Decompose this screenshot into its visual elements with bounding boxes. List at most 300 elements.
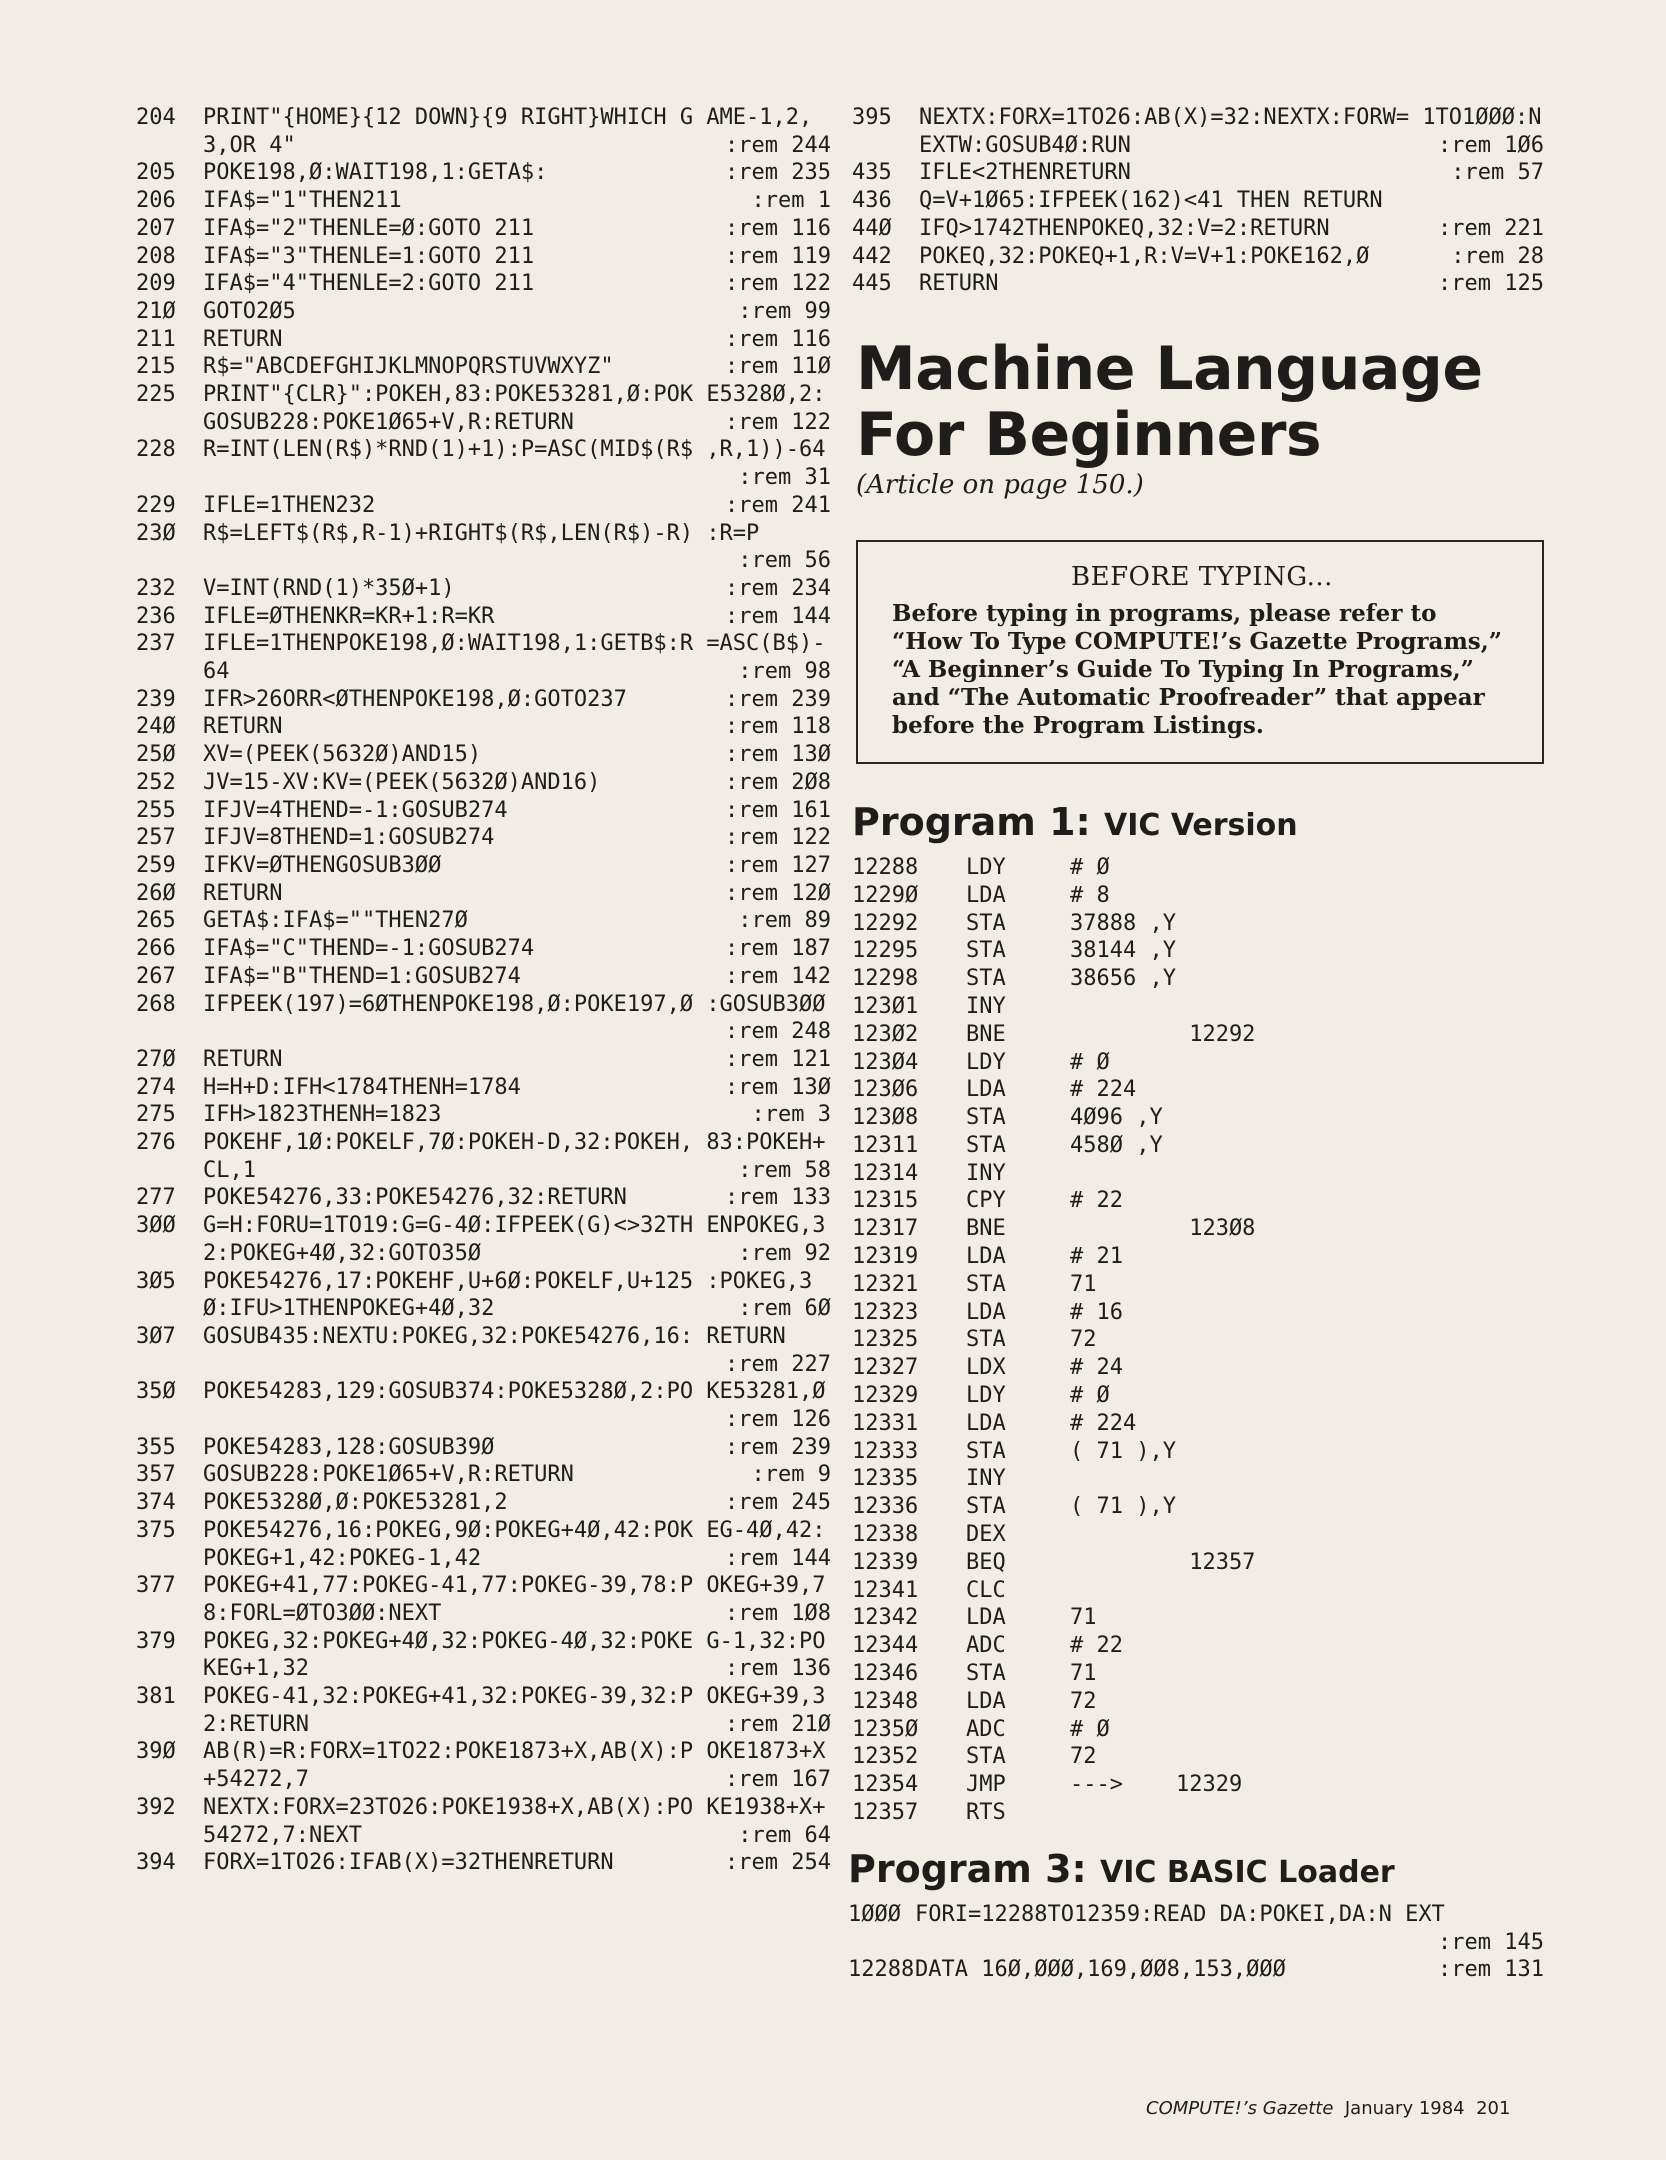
- line-number: 25Ø: [136, 742, 176, 768]
- line-number: 274: [136, 1074, 176, 1100]
- line-number: 24Ø: [136, 714, 176, 740]
- article-title-line2: For Beginners: [856, 399, 1322, 470]
- assembly-opcode: LDA: [966, 1410, 1006, 1436]
- proofreader-checksum: :rem 3: [751, 1102, 831, 1128]
- basic-listing-left: [136, 104, 831, 1877]
- proofreader-checksum: :rem 144: [725, 1545, 831, 1571]
- assembly-opcode: LDY: [966, 1383, 1006, 1409]
- assembly-row: [852, 1577, 1544, 1605]
- assembly-address: 12295: [852, 938, 919, 964]
- code-text-wrap: [203, 935, 831, 963]
- code-line: [136, 270, 831, 298]
- proofreader-checksum: :rem 98: [738, 659, 831, 685]
- proofreader-checksum: :rem 122: [725, 825, 831, 851]
- code-text-wrap: [203, 492, 831, 520]
- assembly-address: 12317: [852, 1216, 919, 1242]
- code-line: [136, 741, 831, 769]
- article-page-note: (Article on page 150.): [856, 469, 1144, 500]
- line-number: 21Ø: [136, 298, 176, 324]
- assembly-operand: # 8: [1070, 882, 1110, 908]
- proofreader-checksum: :rem 254: [725, 1850, 831, 1876]
- line-number: 237: [136, 631, 176, 657]
- code-text-wrap: [203, 1046, 831, 1074]
- assembly-row: [852, 1660, 1544, 1688]
- code-text-wrap: [203, 298, 831, 326]
- line-number: 3Ø5: [136, 1268, 176, 1294]
- code-text: R$=LEFT$(R$,R-1)+RIGHT$(R$,LEN(R$)-R) :R=P: [203, 520, 760, 546]
- line-number: 259: [136, 852, 176, 878]
- assembly-row: [852, 1160, 1544, 1188]
- code-text-wrap: [203, 353, 831, 381]
- proofreader-checksum: :rem 56: [738, 548, 831, 574]
- proofreader-checksum: :rem 127: [725, 852, 831, 878]
- assembly-opcode: STA: [966, 1105, 1006, 1131]
- code-text-wrap: [203, 741, 831, 769]
- code-line: [136, 298, 831, 326]
- line-number: 265: [136, 908, 176, 934]
- code-line: [136, 1212, 831, 1267]
- assembly-opcode: LDY: [966, 1049, 1006, 1075]
- assembly-address: 12348: [852, 1688, 919, 1714]
- assembly-row: [852, 1743, 1544, 1771]
- code-text: POKEHF,1Ø:POKELF,7Ø:POKEH-D,32:POKEH, 83:POKEH+CL,1: [203, 1130, 826, 1183]
- code-text: JV=15-XV:KV=(PEEK(5632Ø)AND16): [203, 769, 601, 795]
- code-text: IFLE<2THENRETURN: [919, 160, 1131, 186]
- code-line: [136, 1794, 831, 1849]
- code-text: POKE54283,129:GOSUB374:POKE5328Ø,2:PO KE53281,Ø: [203, 1379, 826, 1405]
- code-text-wrap: [203, 1572, 831, 1627]
- code-line: [136, 686, 831, 714]
- assembly-opcode: LDY: [966, 854, 1006, 880]
- code-text: POKE54276,33:POKE54276,32:RETURN: [203, 1185, 627, 1211]
- code-text: IFLE=1THENPOKE198,Ø:WAIT198,1:GETB$:R =ASC(B$)-64: [203, 631, 826, 685]
- code-line: [136, 1849, 831, 1877]
- line-number: 225: [136, 382, 176, 408]
- line-number: 357: [136, 1462, 176, 1488]
- code-text-wrap: [203, 880, 831, 908]
- code-text: R$="ABCDEFGHIJKLMNOPQRSTUVWXYZ": [203, 354, 614, 380]
- code-text: IFQ>1742THENPOKEQ,32:V=2:RETURN: [919, 215, 1330, 241]
- assembly-address: 12339: [852, 1549, 919, 1575]
- code-text: IFKV=ØTHENGOSUB3ØØ: [203, 852, 442, 878]
- assembly-row: [852, 1243, 1544, 1271]
- assembly-opcode: STA: [966, 1271, 1006, 1297]
- code-text-wrap: [203, 104, 831, 159]
- assembly-opcode: CPY: [966, 1188, 1006, 1214]
- code-text: R=INT(LEN(R$)*RND(1)+1):P=ASC(MID$(R$ ,R,1))-64: [203, 437, 826, 463]
- code-text-wrap: [919, 104, 1544, 159]
- assembly-address: 12325: [852, 1327, 919, 1353]
- assembly-address: 123Ø1: [852, 993, 919, 1019]
- assembly-opcode: STA: [966, 1132, 1006, 1158]
- line-number: 236: [136, 603, 176, 629]
- assembly-address: 12336: [852, 1494, 919, 1520]
- proofreader-checksum: :rem 136: [725, 1656, 831, 1682]
- code-line: [852, 187, 1544, 215]
- assembly-opcode: BNE: [966, 1021, 1006, 1047]
- code-text-wrap: [203, 1323, 831, 1378]
- proofreader-checksum: :rem 99: [738, 298, 831, 324]
- assembly-operand: 12292: [1070, 1021, 1256, 1047]
- line-number: 442: [852, 243, 892, 269]
- line-number: 266: [136, 936, 176, 962]
- assembly-operand: 12357: [1070, 1549, 1256, 1575]
- line-number: 392: [136, 1794, 176, 1820]
- code-text-wrap: [203, 769, 831, 797]
- assembly-operand: # 16: [1070, 1299, 1123, 1325]
- assembly-row: [852, 1493, 1544, 1521]
- proofreader-checksum: :rem 1Ø8: [725, 1600, 831, 1626]
- code-text-wrap: [919, 270, 1544, 298]
- code-text-wrap: [203, 1434, 831, 1462]
- assembly-address: 12341: [852, 1577, 919, 1603]
- before-typing-text: Before typing in programs, please refer to “How To Type COMPUTE!’s Gazette Programs,” “A Beginner’s Guide To Typing In Programs,” and “The Automatic Proofreader” that appear before the Program Listings.: [892, 599, 1502, 739]
- line-number: 206: [136, 188, 176, 214]
- proofreader-checksum: :rem 58: [738, 1157, 831, 1183]
- code-line: [136, 353, 831, 381]
- assembly-address: 12311: [852, 1132, 919, 1158]
- code-line: [136, 824, 831, 852]
- code-line: [136, 1572, 831, 1627]
- code-text-wrap: [203, 326, 831, 354]
- code-text: RETURN: [203, 1046, 283, 1072]
- code-text: IFR>26ORR<ØTHENPOKE198,Ø:GOTO237: [203, 686, 627, 712]
- assembly-opcode: LDA: [966, 1077, 1006, 1103]
- code-line: [136, 104, 831, 159]
- code-line: [852, 159, 1544, 187]
- proofreader-checksum: :rem 116: [725, 215, 831, 241]
- assembly-address: 12357: [852, 1800, 919, 1826]
- proofreader-checksum: :rem 2Ø8: [725, 769, 831, 795]
- assembly-operand: # 224: [1070, 1410, 1137, 1436]
- proofreader-checksum: :rem 239: [725, 686, 831, 712]
- assembly-address: 12315: [852, 1188, 919, 1214]
- assembly-row: [852, 965, 1544, 993]
- proofreader-checksum: :rem 248: [725, 1019, 831, 1045]
- line-number: 44Ø: [852, 215, 892, 241]
- proofreader-checksum: :rem 125: [1438, 271, 1544, 297]
- assembly-address: 12314: [852, 1160, 919, 1186]
- proofreader-checksum: :rem 126: [725, 1407, 831, 1433]
- footer-date: January 1984: [1344, 2098, 1465, 2119]
- assembly-row: [852, 1049, 1544, 1077]
- assembly-address: 12319: [852, 1244, 919, 1270]
- line-number: 435: [852, 160, 892, 186]
- assembly-row: [852, 1271, 1544, 1299]
- proofreader-checksum: :rem 245: [725, 1490, 831, 1516]
- code-text-wrap: [203, 1489, 831, 1517]
- code-text: FORX=1TO26:IFAB(X)=32THENRETURN: [203, 1850, 614, 1876]
- code-text: Q=V+1Ø65:IFPEEK(162)<41 THEN RETURN: [919, 188, 1383, 214]
- assembly-operand: # Ø: [1070, 854, 1110, 880]
- code-line: [136, 1046, 831, 1074]
- assembly-row: [852, 1382, 1544, 1410]
- assembly-opcode: ADC: [966, 1716, 1006, 1742]
- code-text-wrap: [203, 603, 831, 631]
- code-text: POKEG+41,77:POKEG-41,77:POKEG-39,78:P OKEG+39,78:FORL=ØTO3ØØ:NEXT: [203, 1573, 826, 1626]
- article-title-line1: Machine Language: [856, 333, 1483, 404]
- basic-listing-right: [852, 104, 1544, 298]
- assembly-row: [852, 1215, 1544, 1243]
- assembly-operand: 71: [1070, 1271, 1097, 1297]
- code-line: [136, 1378, 831, 1433]
- code-line: [136, 963, 831, 991]
- assembly-address: 12298: [852, 966, 919, 992]
- line-number: 257: [136, 825, 176, 851]
- proofreader-checksum: :rem 161: [725, 797, 831, 823]
- assembly-address: 123Ø6: [852, 1077, 919, 1103]
- assembly-operand: # Ø: [1070, 1049, 1110, 1075]
- assembly-operand: 72: [1070, 1744, 1097, 1770]
- assembly-row: [852, 1688, 1544, 1716]
- code-line: [136, 1683, 831, 1738]
- assembly-opcode: ADC: [966, 1633, 1006, 1659]
- assembly-operand: # 224: [1070, 1077, 1137, 1103]
- assembly-opcode: STA: [966, 938, 1006, 964]
- code-line: [136, 436, 831, 491]
- assembly-operand: 458Ø ,Y: [1070, 1132, 1163, 1158]
- assembly-address: 12331: [852, 1410, 919, 1436]
- assembly-row: [852, 854, 1544, 882]
- assembly-address: 12321: [852, 1271, 919, 1297]
- code-line: [136, 797, 831, 825]
- assembly-row: [852, 993, 1544, 1021]
- assembly-opcode: BNE: [966, 1216, 1006, 1242]
- program-3-title: [848, 1847, 1544, 1891]
- assembly-opcode: STA: [966, 1661, 1006, 1687]
- code-line: [852, 243, 1544, 271]
- proofreader-checksum: :rem 13Ø: [725, 742, 831, 768]
- code-line: [136, 159, 831, 187]
- assembly-address: 12344: [852, 1633, 919, 1659]
- line-number: 229: [136, 492, 176, 518]
- assembly-operand: # 22: [1070, 1188, 1123, 1214]
- assembly-opcode: RTS: [966, 1800, 1006, 1826]
- proofreader-checksum: :rem 235: [725, 160, 831, 186]
- code-line: [136, 1074, 831, 1102]
- assembly-opcode: CLC: [966, 1577, 1006, 1603]
- proofreader-checksum: :rem 227: [725, 1351, 831, 1377]
- assembly-row: [852, 937, 1544, 965]
- code-text-wrap: [203, 797, 831, 825]
- proofreader-checksum: :rem 12Ø: [725, 880, 831, 906]
- left-column: [136, 104, 831, 1877]
- code-text: RETURN: [919, 271, 999, 297]
- proofreader-checksum: :rem 64: [738, 1822, 831, 1848]
- assembly-opcode: INY: [966, 993, 1006, 1019]
- code-text: AB(R)=R:FORX=1TO22:POKE1873+X,AB(X):P OKE1873+X+54272,7: [203, 1739, 826, 1793]
- code-text: NEXTX:FORX=1TO26:AB(X)=32:NEXTX:FORW= 1TO1ØØØ:NEXTW:GOSUB4Ø:RUN: [919, 105, 1542, 158]
- code-line: [136, 880, 831, 908]
- code-text: POKE54283,128:GOSUB39Ø: [203, 1434, 495, 1460]
- assembly-row: [852, 1354, 1544, 1382]
- code-text: V=INT(RND(1)*35Ø+1): [203, 575, 455, 601]
- program-1-title: [852, 800, 1544, 844]
- assembly-address: 12335: [852, 1466, 919, 1492]
- code-text-wrap: [203, 963, 831, 991]
- assembly-operand: # Ø: [1070, 1383, 1110, 1409]
- code-line: [848, 1956, 1544, 1984]
- proofreader-checksum: :rem 89: [738, 908, 831, 934]
- line-number: 374: [136, 1490, 176, 1516]
- line-number: 255: [136, 797, 176, 823]
- code-line: [852, 270, 1544, 298]
- code-text: GOSUB435:NEXTU:POKEG,32:POKE54276,16: RETURN: [203, 1323, 786, 1349]
- code-text: IFJV=8THEND=1:GOSUB274: [203, 825, 495, 851]
- line-number: 207: [136, 215, 176, 241]
- proofreader-checksum: :rem 122: [725, 409, 831, 435]
- line-number: 239: [136, 686, 176, 712]
- code-text: RETURN: [203, 880, 283, 906]
- proofreader-checksum: :rem 144: [725, 603, 831, 629]
- line-number: 208: [136, 243, 176, 269]
- code-text-wrap: [203, 1212, 831, 1267]
- assembly-opcode: STA: [966, 1744, 1006, 1770]
- code-text: XV=(PEEK(5632Ø)AND15): [203, 742, 482, 768]
- code-line: [136, 326, 831, 354]
- code-line: [136, 1517, 831, 1572]
- line-number: 267: [136, 963, 176, 989]
- line-number: 3ØØ: [136, 1213, 176, 1239]
- code-text: IFA$="2"THENLE=Ø:GOTO 211: [203, 215, 535, 241]
- proofreader-checksum: :rem 244: [725, 132, 831, 158]
- assembly-row: [852, 1549, 1544, 1577]
- assembly-opcode: DEX: [966, 1522, 1006, 1548]
- line-number: 268: [136, 991, 176, 1017]
- code-text: POKE198,Ø:WAIT198,1:GETA$:: [203, 160, 548, 186]
- assembly-address: 12288: [852, 854, 919, 880]
- assembly-operand: 123Ø8: [1070, 1216, 1256, 1242]
- assembly-opcode: LDA: [966, 1605, 1006, 1631]
- assembly-row: [852, 882, 1544, 910]
- code-text: IFA$="B"THEND=1:GOSUB274: [203, 963, 521, 989]
- code-line: [136, 520, 831, 575]
- code-text: RETURN: [203, 714, 283, 740]
- code-line: [136, 1738, 831, 1793]
- code-text: GOSUB228:POKE1Ø65+V,R:RETURN: [203, 1462, 574, 1488]
- proofreader-checksum: :rem 221: [1438, 215, 1544, 241]
- assembly-operand: ( 71 ),Y: [1070, 1438, 1176, 1464]
- assembly-opcode: STA: [966, 1494, 1006, 1520]
- line-number: 375: [136, 1517, 176, 1543]
- code-text-wrap: [203, 1517, 831, 1572]
- proofreader-checksum: :rem 167: [725, 1767, 831, 1793]
- line-number: 252: [136, 769, 176, 795]
- code-text: PRINT"{HOME}{12 DOWN}{9 RIGHT}WHICH G AME-1,2,3,OR 4": [203, 105, 813, 158]
- line-number: 377: [136, 1573, 176, 1599]
- assembly-operand: # 22: [1070, 1633, 1123, 1659]
- line-number: 355: [136, 1434, 176, 1460]
- assembly-address: 12354: [852, 1772, 919, 1798]
- line-number: 27Ø: [136, 1046, 176, 1072]
- assembly-operand: ---> 12329: [1070, 1772, 1243, 1798]
- assembly-address: 12333: [852, 1438, 919, 1464]
- code-line: [136, 492, 831, 520]
- assembly-opcode: STA: [966, 910, 1006, 936]
- code-text-wrap: [203, 575, 831, 603]
- proofreader-checksum: :rem 142: [725, 963, 831, 989]
- code-line: [136, 907, 831, 935]
- program-1-subtitle: VIC Version: [1103, 807, 1298, 843]
- code-text: IFH>1823THENH=1823: [203, 1102, 442, 1128]
- code-text: DATA 16Ø,ØØØ,169,ØØ8,153,ØØØ: [915, 1957, 1286, 1983]
- page-footer: [1146, 2098, 1510, 2119]
- assembly-opcode: LDA: [966, 1244, 1006, 1270]
- code-text-wrap: [203, 1461, 831, 1489]
- assembly-address: 12338: [852, 1522, 919, 1548]
- code-text-wrap: [919, 159, 1544, 187]
- line-number: 35Ø: [136, 1379, 176, 1405]
- assembly-row: [852, 1632, 1544, 1660]
- code-text: FORI=12288TO12359:READ DA:POKEI,DA:N EXT: [915, 1901, 1445, 1927]
- before-typing-heading: BEFORE TYPING...: [1071, 561, 1333, 592]
- line-number: 395: [852, 105, 892, 130]
- assembly-row: [852, 1438, 1544, 1466]
- proofreader-checksum: :rem 28: [1451, 243, 1544, 269]
- line-number: 39Ø: [136, 1739, 176, 1765]
- code-line: [136, 187, 831, 215]
- assembly-operand: 71: [1070, 1661, 1097, 1687]
- code-text: NEXTX:FORX=23TO26:POKE1938+X,AB(X):PO KE1938+X+54272,7:NEXT: [203, 1794, 826, 1848]
- code-text-wrap: [203, 1738, 831, 1793]
- code-text-wrap: [919, 187, 1544, 215]
- line-number: 26Ø: [136, 880, 176, 906]
- assembly-opcode: LDA: [966, 882, 1006, 908]
- right-column: [848, 104, 1544, 1984]
- proofreader-checksum: :rem 145: [1438, 1929, 1544, 1955]
- code-text: POKE5328Ø,Ø:POKE53281,2: [203, 1490, 508, 1516]
- line-number: 276: [136, 1130, 176, 1156]
- code-line: [136, 215, 831, 243]
- assembly-operand: 37888 ,Y: [1070, 910, 1176, 936]
- proofreader-checksum: :rem 241: [725, 492, 831, 518]
- assembly-address: 12292: [852, 910, 919, 936]
- code-text-wrap: [203, 243, 831, 271]
- code-line: [136, 991, 831, 1046]
- code-text-wrap: [919, 243, 1544, 271]
- code-text: IFA$="1"THEN211: [203, 188, 402, 214]
- line-number: 205: [136, 160, 176, 186]
- assembly-opcode: LDA: [966, 1299, 1006, 1325]
- assembly-operand: 71: [1070, 1605, 1097, 1631]
- proofreader-checksum: :rem 119: [725, 243, 831, 269]
- assembly-operand: 38656 ,Y: [1070, 966, 1176, 992]
- code-text-wrap: [203, 686, 831, 714]
- assembly-row: [852, 1132, 1544, 1160]
- assembly-row: [852, 1521, 1544, 1549]
- code-line: [136, 769, 831, 797]
- code-text-wrap: [203, 1268, 831, 1323]
- assembly-address: 12346: [852, 1661, 919, 1687]
- proofreader-checksum: :rem 21Ø: [725, 1711, 831, 1737]
- assembly-opcode: INY: [966, 1160, 1006, 1186]
- assembly-row: [852, 910, 1544, 938]
- assembly-row: [852, 1465, 1544, 1493]
- code-text: POKE54276,17:POKEHF,U+6Ø:POKELF,U+125 :POKEG,3Ø:IFU>1THENPOKEG+4Ø,32: [203, 1268, 813, 1322]
- code-text-wrap: [203, 991, 831, 1046]
- assembly-operand: # Ø: [1070, 1716, 1110, 1742]
- assembly-operand: # 21: [1070, 1244, 1123, 1270]
- assembly-row: [852, 1771, 1544, 1799]
- code-text: POKE54276,16:POKEG,9Ø:POKEG+4Ø,42:POK EG-4Ø,42:POKEG+1,42:POKEG-1,42: [203, 1517, 826, 1571]
- code-line: [848, 1901, 1544, 1956]
- assembly-listing: [852, 854, 1544, 1827]
- code-text: IFA$="C"THEND=-1:GOSUB274: [203, 936, 535, 962]
- code-text-wrap: [915, 1956, 1544, 1984]
- code-text-wrap: [203, 1101, 831, 1129]
- code-text: G=H:FORU=1TO19:G=G-4Ø:IFPEEK(G)<>32TH ENPOKEG,32:POKEG+4Ø,32:GOTO35Ø: [203, 1213, 826, 1266]
- code-text: PRINT"{CLR}":POKEH,83:POKE53281,Ø:POK E5328Ø,2:GOSUB228:POKE1Ø65+V,R:RETURN: [203, 382, 826, 435]
